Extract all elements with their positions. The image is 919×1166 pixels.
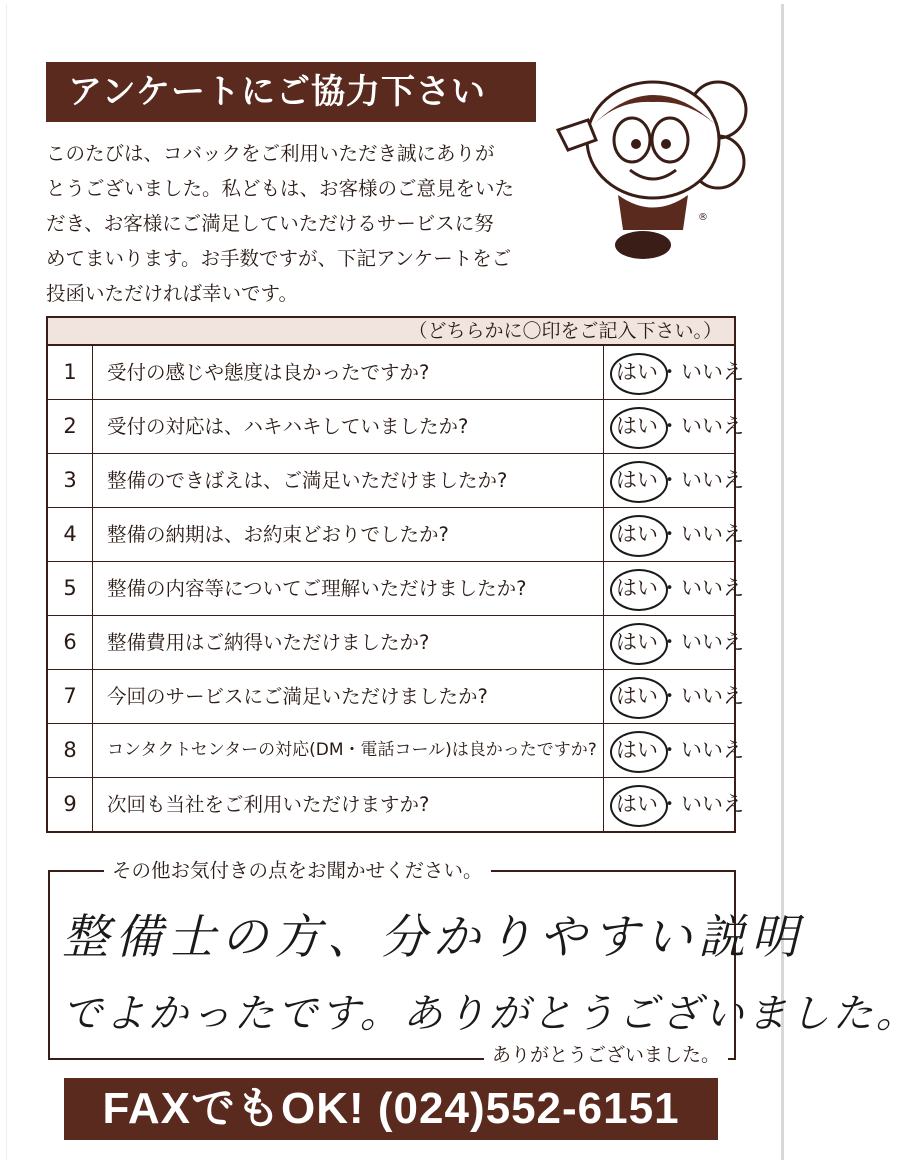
survey-row xyxy=(48,400,744,454)
question-number: 9 xyxy=(48,778,93,831)
survey-row xyxy=(48,508,744,562)
survey-row xyxy=(48,670,744,724)
answer-no[interactable]: いいえ xyxy=(681,468,744,492)
answer-no[interactable]: いいえ xyxy=(681,360,744,384)
answer-options[interactable] xyxy=(604,346,744,399)
question-number: 8 xyxy=(48,724,93,777)
answer-options[interactable] xyxy=(604,454,744,507)
survey-instruction: （どちらかに〇印をご記入下さい。） xyxy=(48,318,734,346)
answer-no[interactable]: いいえ xyxy=(681,738,744,762)
question-text: 受付の感じや態度は良かったですか? xyxy=(93,346,604,399)
answer-options[interactable] xyxy=(604,562,744,615)
question-text: 次回も当社をご利用いただけますか? xyxy=(93,778,604,831)
question-number: 4 xyxy=(48,508,93,561)
answer-no[interactable]: いいえ xyxy=(681,414,744,438)
answer-options[interactable] xyxy=(604,670,744,723)
answer-separator: ・ xyxy=(659,630,680,654)
survey-row xyxy=(48,346,744,400)
answer-no[interactable]: いいえ xyxy=(681,630,744,654)
answer-separator: ・ xyxy=(659,684,680,708)
question-number: 2 xyxy=(48,400,93,453)
answer-yes[interactable]: はい xyxy=(616,360,658,384)
answer-options[interactable] xyxy=(604,616,744,669)
mascot-icon xyxy=(548,70,758,280)
question-number: 1 xyxy=(48,346,93,399)
answer-yes[interactable]: はい xyxy=(616,468,658,492)
answer-yes[interactable]: はい xyxy=(616,684,658,708)
comment-thanks: ありがとうございました。 xyxy=(484,1042,728,1068)
survey-table xyxy=(46,316,744,833)
answer-separator: ・ xyxy=(659,792,680,816)
answer-yes[interactable]: はい xyxy=(616,630,658,654)
question-number: 6 xyxy=(48,616,93,669)
answer-separator: ・ xyxy=(659,468,680,492)
answer-options[interactable] xyxy=(604,400,744,453)
answer-no[interactable]: いいえ xyxy=(681,792,744,816)
question-number: 7 xyxy=(48,670,93,723)
survey-row xyxy=(48,562,744,616)
answer-separator: ・ xyxy=(659,360,680,384)
survey-row xyxy=(48,724,744,778)
question-text: 整備のできばえは、ご満足いただけましたか? xyxy=(93,454,604,507)
comment-label: その他お気付きの点をお聞かせください。 xyxy=(104,858,491,884)
question-number: 5 xyxy=(48,562,93,615)
survey-row xyxy=(48,616,744,670)
answer-yes[interactable]: はい xyxy=(616,414,658,438)
handwritten-comment-line-1: 整備士の方、分かりやすい説明 xyxy=(62,910,804,965)
answer-separator: ・ xyxy=(659,738,680,762)
answer-separator: ・ xyxy=(659,522,680,546)
answer-no[interactable]: いいえ xyxy=(681,576,744,600)
answer-no[interactable]: いいえ xyxy=(681,522,744,546)
survey-row xyxy=(48,778,744,831)
survey-row xyxy=(48,454,744,508)
question-text: 整備費用はご納得いただけましたか? xyxy=(93,616,604,669)
answer-separator: ・ xyxy=(659,576,680,600)
answer-options[interactable] xyxy=(604,778,744,831)
answer-separator: ・ xyxy=(659,414,680,438)
question-text: 整備の内容等についてご理解いただけましたか? xyxy=(93,562,604,615)
answer-options[interactable] xyxy=(604,724,744,777)
page-title: アンケートにご協力下さい xyxy=(46,62,536,122)
answer-yes[interactable]: はい xyxy=(616,522,658,546)
question-number: 3 xyxy=(48,454,93,507)
answer-yes[interactable]: はい xyxy=(616,738,658,762)
answer-yes[interactable]: はい xyxy=(616,792,658,816)
question-text: 受付の対応は、ハキハキしていましたか? xyxy=(93,400,604,453)
question-text: 今回のサービスにご満足いただけましたか? xyxy=(93,670,604,723)
svg-text:®: ® xyxy=(698,212,708,223)
handwritten-comment-line-2: でよかったです。ありがとうございました。 xyxy=(62,991,919,1037)
intro-text: このたびは、コバックをご利用いただき誠にありが とうございました。私どもは、お客様のご意見をいた だき、お客様にご満足していただけるサービスに努 めてまいります。お手数ですが、下記アンケートをご 投函いただければ幸いです。 xyxy=(46,142,515,305)
question-text: コンタクトセンターの対応(DM・電話コール)は良かったですか? xyxy=(93,724,604,777)
fax-banner: FAXでもOK! (024)552-6151 xyxy=(64,1078,718,1140)
question-text: 整備の納期は、お約束どおりでしたか? xyxy=(93,508,604,561)
answer-no[interactable]: いいえ xyxy=(681,684,744,708)
answer-yes[interactable]: はい xyxy=(616,576,658,600)
answer-options[interactable] xyxy=(604,508,744,561)
